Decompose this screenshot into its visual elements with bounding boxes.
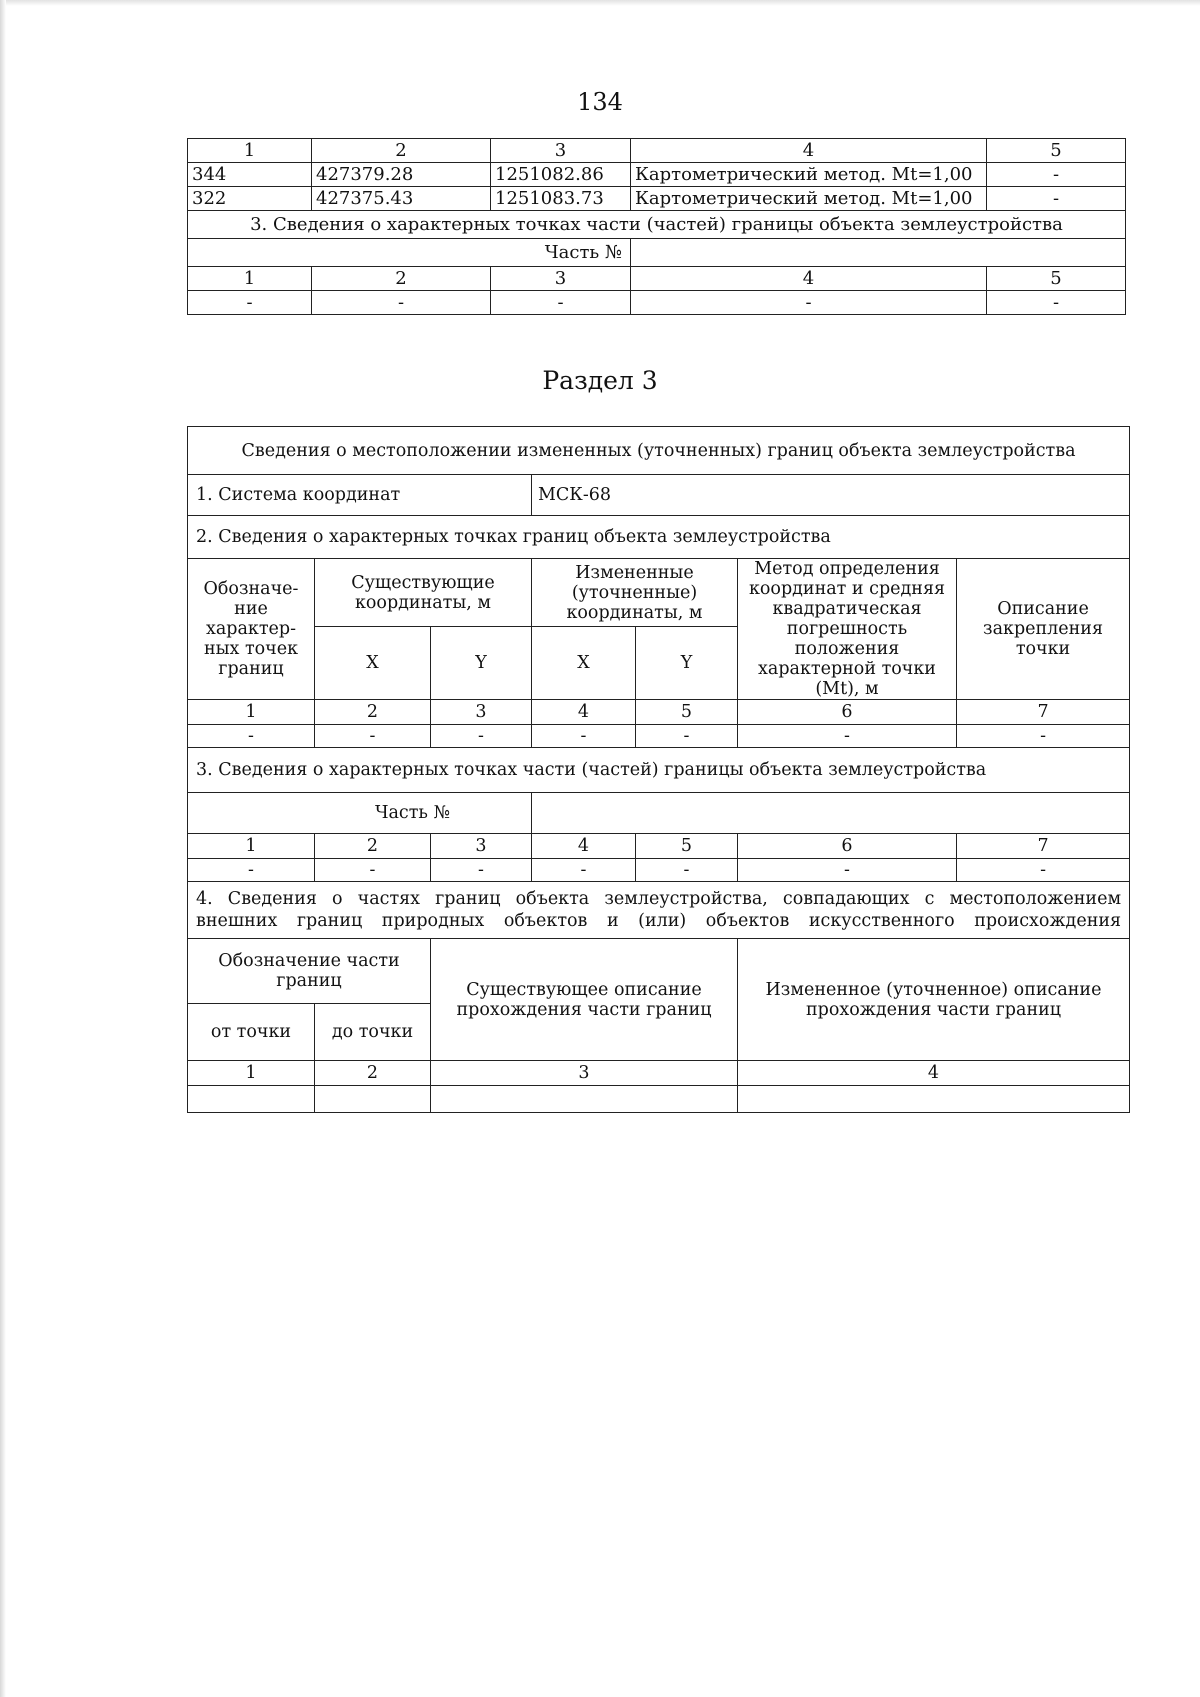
empty-cell: -: [431, 859, 532, 882]
from-point-header: от точки: [188, 1004, 315, 1061]
page-number: 134: [577, 88, 623, 116]
header-cell: 3: [491, 139, 631, 163]
empty-cell: -: [987, 291, 1126, 315]
method: Картометрический метод. Mt=1,00: [631, 187, 987, 211]
scan-left-edge: [0, 0, 6, 1697]
part-no-value: [532, 793, 1130, 834]
table-header-row: [188, 267, 1126, 291]
table-header-row: [188, 139, 1126, 163]
empty-cell: -: [491, 291, 631, 315]
natural-objects-table: [187, 938, 1130, 1113]
header-cell: 7: [957, 834, 1130, 859]
col-method: Метод определения координат и средняя квадратическая погрешность положения характерной точки (Mt), м: [738, 559, 957, 700]
header-cell: 2: [315, 1061, 431, 1086]
table-header-row: [188, 700, 1130, 725]
existing-description-header: Существующее описание прохождения части границ: [431, 939, 738, 1061]
changed-description-header: Измененное (уточненное) описание прохождения части границ: [738, 939, 1130, 1061]
header-cell: 6: [738, 700, 957, 725]
empty-cell: -: [631, 291, 987, 315]
changed-boundaries-table: [187, 426, 1130, 939]
header-cell: 5: [636, 700, 738, 725]
part-designation-header: Обозначение части границ: [188, 939, 431, 1004]
table-row: [188, 1086, 1130, 1113]
empty-cell: -: [636, 859, 738, 882]
header-cell: 4: [532, 700, 636, 725]
empty-cell: -: [957, 725, 1130, 748]
empty-cell: -: [188, 859, 315, 882]
point-id: 344: [188, 163, 312, 187]
part-no-label: Часть №: [188, 239, 631, 267]
changed-y-label: Y: [636, 627, 738, 700]
header-cell: 2: [315, 834, 431, 859]
header-cell: 1: [188, 139, 312, 163]
description: -: [987, 163, 1126, 187]
header-cell: 4: [631, 139, 987, 163]
empty-cell: -: [431, 725, 532, 748]
header-cell: 5: [636, 834, 738, 859]
coord-system-value: МСК-68: [532, 475, 1130, 516]
part-no-label: Часть №: [188, 793, 532, 834]
header-cell: 2: [312, 267, 491, 291]
empty-cell: -: [312, 291, 491, 315]
empty-cell: -: [738, 725, 957, 748]
section-heading: Раздел 3: [542, 366, 658, 395]
empty-cell: -: [738, 859, 957, 882]
coord-system-label: 1. Система координат: [188, 475, 532, 516]
changed-x-label: X: [532, 627, 636, 700]
header-cell: 3: [491, 267, 631, 291]
empty-cell: -: [957, 859, 1130, 882]
header-cell: 1: [188, 1061, 315, 1086]
table-header-row: [188, 1061, 1130, 1086]
existing-x-label: X: [315, 627, 431, 700]
header-cell: 2: [315, 700, 431, 725]
coord-y: 1251083.73: [491, 187, 631, 211]
parts-section-title: 3. Сведения о характерных точках части (частей) границы объекта землеустройства: [188, 211, 1126, 239]
header-cell: 3: [431, 700, 532, 725]
header-cell: 6: [738, 834, 957, 859]
empty-cell: -: [188, 725, 315, 748]
header-cell: 3: [431, 834, 532, 859]
empty-cell: -: [636, 725, 738, 748]
header-cell: 5: [987, 139, 1126, 163]
header-cell: 2: [312, 139, 491, 163]
header-cell: 1: [188, 700, 315, 725]
empty-cell: [315, 1086, 431, 1113]
coord-x: 427375.43: [312, 187, 491, 211]
description: -: [987, 187, 1126, 211]
table-row: [188, 187, 1126, 211]
col-description: Описание закрепления точки: [957, 559, 1130, 700]
points-section-title: 2. Сведения о характерных точках границ объекта землеустройства: [188, 516, 1130, 559]
table-title: Сведения о местоположении измененных (уточненных) границ объекта землеустройства: [188, 427, 1130, 475]
scan-top-edge: [0, 0, 1200, 6]
method: Картометрический метод. Mt=1,00: [631, 163, 987, 187]
parts-section-title: 3. Сведения о характерных точках части (частей) границы объекта землеустройства: [188, 748, 1130, 793]
empty-cell: [188, 1086, 315, 1113]
coord-y: 1251082.86: [491, 163, 631, 187]
table-row: [188, 291, 1126, 315]
col-designation: Обозначе-ние характер-ных точек границ: [188, 559, 315, 700]
header-cell: 4: [738, 1061, 1130, 1086]
point-id: 322: [188, 187, 312, 211]
header-cell: 1: [188, 267, 312, 291]
part-no-value: [631, 239, 1126, 267]
header-cell: 3: [431, 1061, 738, 1086]
natural-objects-title: 4. Сведения о частях границ объекта землеустройства, совпадающих с местоположением внешних границ природных объектов и (или) объектов искусственного происхождения: [188, 882, 1130, 939]
empty-cell: -: [532, 725, 636, 748]
empty-cell: [431, 1086, 738, 1113]
empty-cell: -: [188, 291, 312, 315]
table-row: [188, 859, 1130, 882]
table-header-row: [188, 834, 1130, 859]
header-cell: 4: [631, 267, 987, 291]
col-changed-coords: Измененные (уточненные) координаты, м: [532, 559, 738, 627]
coord-x: 427379.28: [312, 163, 491, 187]
col-existing-coords: Существующие координаты, м: [315, 559, 532, 627]
table-row: [188, 163, 1126, 187]
header-cell: 1: [188, 834, 315, 859]
empty-cell: -: [532, 859, 636, 882]
header-cell: 7: [957, 700, 1130, 725]
empty-cell: -: [315, 725, 431, 748]
to-point-header: до точки: [315, 1004, 431, 1061]
header-cell: 5: [987, 267, 1126, 291]
table-row: [188, 725, 1130, 748]
empty-cell: [738, 1086, 1130, 1113]
empty-cell: -: [315, 859, 431, 882]
header-cell: 4: [532, 834, 636, 859]
existing-y-label: Y: [431, 627, 532, 700]
continued-points-table: [187, 138, 1126, 315]
